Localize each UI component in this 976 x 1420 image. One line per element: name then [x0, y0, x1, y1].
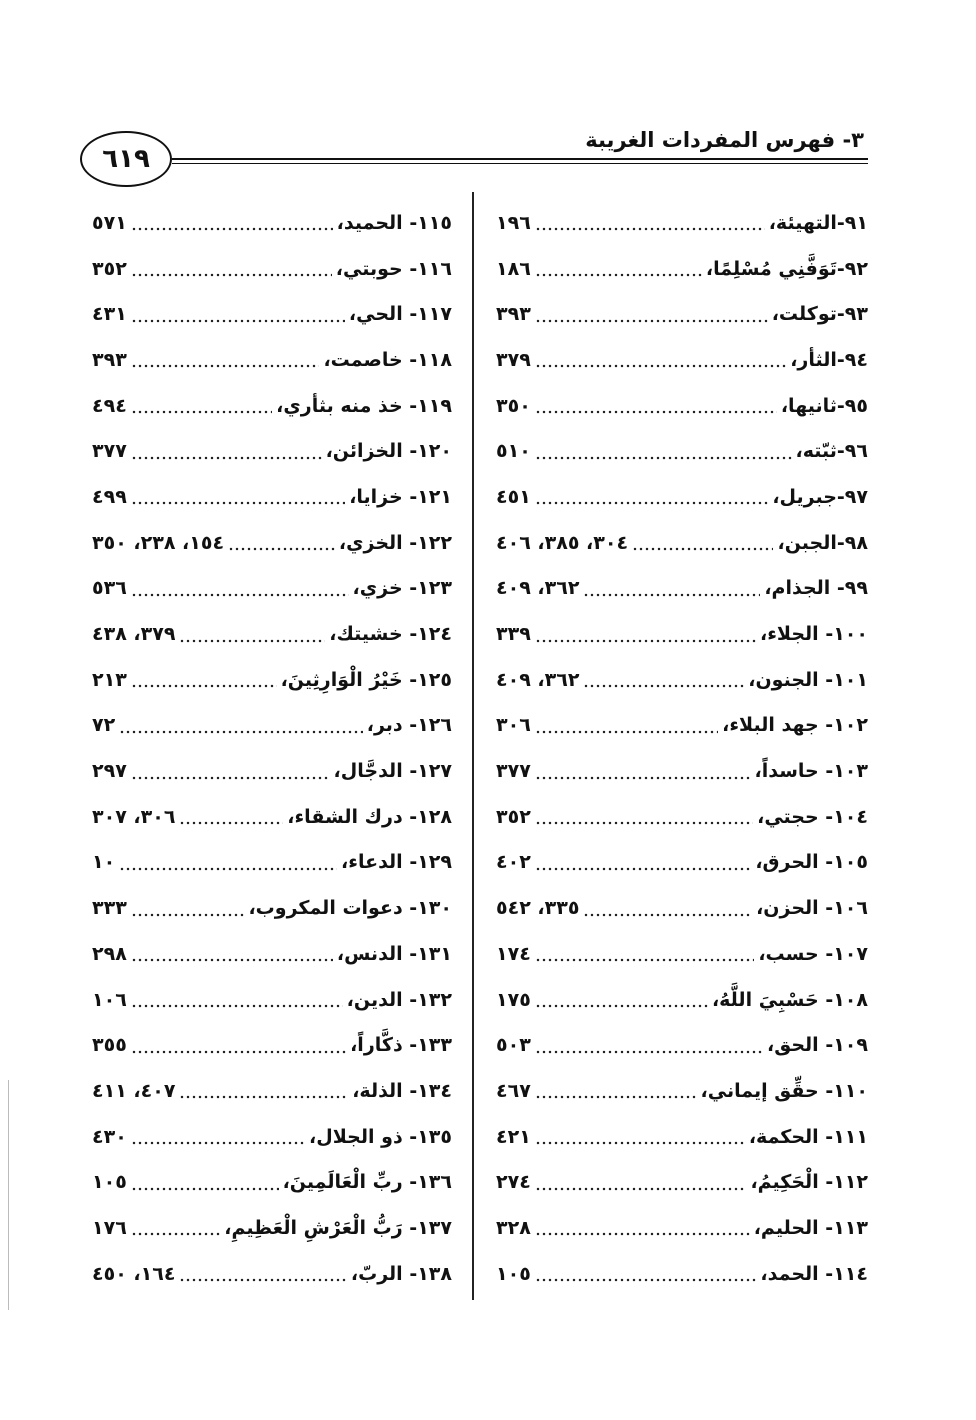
- index-entry: [496, 885, 868, 931]
- dot-leader: [535, 1036, 763, 1055]
- index-entry: [496, 748, 868, 794]
- entry-page-numbers: ٣٠٦، ٣٠٧: [92, 805, 176, 828]
- entry-page-numbers: ٤٣٠: [92, 1125, 127, 1148]
- index-entry: [92, 1205, 452, 1251]
- entry-page-numbers: ٤٩٤: [92, 394, 127, 417]
- index-entry: [92, 291, 452, 337]
- dot-leader: [131, 762, 330, 781]
- dot-leader: [119, 716, 363, 735]
- entry-term: ١٠٧- حسب،: [758, 942, 868, 965]
- index-entry: [92, 1251, 452, 1297]
- entry-page-numbers: ٣٦٢، ٤٠٩: [496, 668, 580, 691]
- dot-leader: [131, 1127, 305, 1146]
- entry-page-numbers: ٤٩٩: [92, 485, 127, 508]
- dot-leader: [535, 1173, 747, 1192]
- entry-term: ١٠١- الجنون،: [748, 668, 868, 691]
- entry-page-numbers: ١٠: [92, 851, 116, 874]
- entry-page-numbers: ٣٥٢: [92, 257, 127, 280]
- entry-page-numbers: ٥١٠: [496, 440, 531, 463]
- entry-term: ١٠٤- حجتي،: [757, 805, 868, 828]
- entry-page-numbers: ٣٧٧: [496, 760, 531, 783]
- entry-page-numbers: ١٨٦: [496, 257, 531, 280]
- index-entry: [496, 566, 868, 612]
- header-rule-thin: [172, 163, 868, 164]
- index-entry: [496, 1159, 868, 1205]
- dot-leader: [131, 899, 245, 918]
- index-entry: [92, 566, 452, 612]
- dot-leader: [179, 625, 325, 644]
- dot-leader: [131, 1218, 220, 1237]
- header-rule: [172, 158, 868, 160]
- index-entry: [496, 474, 868, 520]
- dot-leader: [535, 213, 765, 232]
- dot-leader: [131, 442, 322, 461]
- dot-leader: [535, 625, 756, 644]
- index-entry: [92, 1114, 452, 1160]
- entry-term: ١٢٧- الدجَّال،: [333, 760, 452, 783]
- entry-page-numbers: ٣٩٣: [496, 303, 531, 326]
- entry-page-numbers: ١٠٥: [92, 1171, 127, 1194]
- margin-mark: [8, 1080, 9, 1310]
- entry-term: ١٢٠- الخزائن،: [325, 440, 452, 463]
- dot-leader: [535, 1081, 697, 1100]
- entry-page-numbers: ٣٣٥، ٥٤٢: [496, 897, 580, 920]
- dot-leader: [179, 807, 283, 826]
- dot-leader: [535, 487, 769, 506]
- entry-term: ١٢٢- الخزي،: [338, 531, 452, 554]
- index-entry: [92, 1068, 452, 1114]
- entry-page-numbers: ٢٧٤: [496, 1171, 531, 1194]
- entry-term: ١٣٦- ربِّ الْعَالَمِينَ،: [282, 1171, 452, 1194]
- entry-page-numbers: ٤٣١: [92, 303, 127, 326]
- entry-page-numbers: ٣٧٩: [496, 348, 531, 371]
- entry-term: ١١٠- حقِّق إيماني،: [700, 1079, 868, 1102]
- index-entry: [496, 1251, 868, 1297]
- entry-page-numbers: ١٠٦: [92, 988, 127, 1011]
- entry-term: ١١٢- الْحَكِيمُ،: [750, 1171, 868, 1194]
- entry-page-numbers: ٤٥١: [496, 485, 531, 508]
- index-entry: [92, 611, 452, 657]
- index-entry: [92, 657, 452, 703]
- entry-page-numbers: ١٠٥: [496, 1262, 531, 1285]
- index-entry: [92, 1022, 452, 1068]
- entry-page-numbers: ١٧٤: [496, 942, 531, 965]
- index-entry: [92, 1159, 452, 1205]
- entry-page-numbers: ٣٣٩: [496, 623, 531, 646]
- entry-term: ١٣٥- ذو الجلال،: [309, 1125, 452, 1148]
- entry-term: ١٢٩- الدعاء،: [341, 851, 452, 874]
- index-entry: [496, 1022, 868, 1068]
- index-entry: [496, 977, 868, 1023]
- entry-page-numbers: ٣٥٢: [496, 805, 531, 828]
- dot-leader: [131, 213, 333, 232]
- entry-page-numbers: ٢١٣: [92, 668, 127, 691]
- index-entry: [92, 977, 452, 1023]
- dot-leader: [228, 533, 335, 552]
- entry-page-numbers: ٢٩٨: [92, 942, 127, 965]
- index-entry: [92, 428, 452, 474]
- entry-term: ١١٩- خذ منه بثأري،: [276, 394, 452, 417]
- entry-term: ٩١-التهيئة،: [768, 211, 868, 234]
- dot-leader: [632, 533, 773, 552]
- dot-leader: [535, 1127, 745, 1146]
- page-number: ٦١٩: [102, 144, 150, 174]
- entry-page-numbers: ٧٢: [92, 714, 116, 737]
- dot-leader: [535, 259, 702, 278]
- dot-leader: [131, 1173, 279, 1192]
- entry-page-numbers: ١٦٤، ٤٥٠: [92, 1262, 176, 1285]
- entry-term: ٩٢-تَوَفَّنِي مُسْلِمًا،: [705, 257, 868, 280]
- entry-term: ١١٣- الحليم،: [753, 1216, 868, 1239]
- index-column-left: [92, 200, 452, 1297]
- dot-leader: [583, 579, 760, 598]
- entry-term: ١٣٣- ذكَّاراً،: [350, 1034, 452, 1057]
- entry-term: ٩٦-ثبّته،: [795, 440, 868, 463]
- dot-leader: [131, 396, 272, 415]
- entry-page-numbers: ٣٠٦: [496, 714, 531, 737]
- entry-page-numbers: ٣٧٩، ٤٣٨: [92, 623, 176, 646]
- entry-term: ١٣٨- الربّ،: [350, 1262, 452, 1285]
- dot-leader: [535, 716, 718, 735]
- entry-term: ١٣٠- دعوات المكروب،: [248, 897, 452, 920]
- index-entry: [92, 337, 452, 383]
- entry-term: ١٠٢- جهد البلاء،: [722, 714, 868, 737]
- entry-term: ١١٨- خاصمت،: [323, 348, 452, 371]
- page-number-badge: [80, 131, 172, 187]
- dot-leader: [535, 1264, 757, 1283]
- entry-term: ٩٤-الثأر،: [790, 348, 868, 371]
- entry-page-numbers: ٤٠٢: [496, 851, 531, 874]
- dot-leader: [119, 853, 337, 872]
- entry-term: ١٢٨- درك الشقاء،: [287, 805, 452, 828]
- index-entry: [92, 931, 452, 977]
- entry-term: ١١٦- حوبتي،: [335, 257, 452, 280]
- dot-leader: [131, 305, 345, 324]
- dot-leader: [131, 487, 345, 506]
- dot-leader: [179, 1081, 348, 1100]
- entry-term: ٩٣-توكلت،: [771, 303, 868, 326]
- index-entry: [496, 794, 868, 840]
- index-entry: [92, 703, 452, 749]
- entry-term: ١٣٧- رَبُّ الْعَرْشِ الْعَظِيمِ،: [224, 1216, 452, 1239]
- dot-leader: [131, 670, 277, 689]
- entry-term: ١٠٠- الجلاء،: [760, 623, 868, 646]
- index-entry: [496, 200, 868, 246]
- entry-term: ١١١- الحكمة،: [748, 1125, 868, 1148]
- entry-term: ١٠٩- الحق،: [767, 1034, 868, 1057]
- entry-term: ١٣٢- الدين،: [346, 988, 452, 1011]
- entry-page-numbers: ٣٣٣: [92, 897, 127, 920]
- entry-term: ١٢١- خزايا،: [349, 485, 452, 508]
- index-entry: [92, 840, 452, 886]
- entry-term: ١٣٤- الذلة،: [352, 1079, 452, 1102]
- dot-leader: [535, 396, 777, 415]
- index-entry: [92, 885, 452, 931]
- entry-term: ١٢٦- دبر،: [366, 714, 452, 737]
- dot-leader: [131, 990, 343, 1009]
- index-entry: [92, 794, 452, 840]
- index-column-right: [496, 200, 868, 1297]
- entry-page-numbers: ١٧٥: [496, 988, 531, 1011]
- dot-leader: [131, 944, 333, 963]
- dot-leader: [131, 259, 332, 278]
- dot-leader: [535, 944, 755, 963]
- index-entry: [496, 246, 868, 292]
- entry-page-numbers: ٣٠٤، ٣٨٥، ٤٠٦: [496, 531, 629, 554]
- entry-term: ١٠٨- حَسْبِيَ اللَّهُ،: [711, 988, 868, 1011]
- index-entry: [496, 1114, 868, 1160]
- dot-leader: [131, 1036, 346, 1055]
- index-entry: [496, 611, 868, 657]
- entry-term: ١٢٤- خشيتك،: [329, 623, 452, 646]
- index-entry: [92, 383, 452, 429]
- entry-page-numbers: ٣٥٠: [496, 394, 531, 417]
- index-entry: [496, 337, 868, 383]
- dot-leader: [535, 853, 752, 872]
- dot-leader: [535, 305, 768, 324]
- entry-page-numbers: ٤٢١: [496, 1125, 531, 1148]
- entry-page-numbers: ٥٣٦: [92, 577, 127, 600]
- dot-leader: [535, 762, 751, 781]
- index-entry: [92, 200, 452, 246]
- dot-leader: [131, 350, 320, 369]
- entry-page-numbers: ١٥٤، ٢٣٨، ٣٥٠: [92, 531, 225, 554]
- page-title: ٣- فهرس المفردات الغريبة: [585, 128, 864, 152]
- index-entry: [496, 520, 868, 566]
- index-entry: [496, 1205, 868, 1251]
- entry-term: ١٣١- الدنس،: [336, 942, 452, 965]
- entry-page-numbers: ٥٠٣: [496, 1034, 531, 1057]
- dot-leader: [583, 899, 752, 918]
- index-entry: [92, 748, 452, 794]
- dot-leader: [583, 670, 744, 689]
- entry-page-numbers: ٤٠٧، ٤١١: [92, 1079, 176, 1102]
- index-entry: [496, 291, 868, 337]
- dot-leader: [131, 579, 349, 598]
- entry-term: ٩٧-جبريل،: [772, 485, 868, 508]
- entry-page-numbers: ٥٧١: [92, 211, 127, 234]
- entry-page-numbers: ١٩٦: [496, 211, 531, 234]
- index-entry: [496, 428, 868, 474]
- dot-leader: [535, 990, 708, 1009]
- entry-term: ١١٤- الحمد،: [760, 1262, 868, 1285]
- dot-leader: [535, 350, 786, 369]
- dot-leader: [179, 1264, 346, 1283]
- index-entry: [92, 474, 452, 520]
- index-entry: [496, 931, 868, 977]
- index-entry: [496, 703, 868, 749]
- dot-leader: [535, 442, 792, 461]
- entry-page-numbers: ٣٦٢، ٤٠٩: [496, 577, 580, 600]
- entry-term: ١٠٦- الحزن،: [756, 897, 868, 920]
- entry-page-numbers: ٣٢٨: [496, 1216, 531, 1239]
- entry-term: ٩٩- الجذام،: [764, 577, 868, 600]
- entry-term: ٩٨-الجبن،: [777, 531, 868, 554]
- index-entry: [496, 1068, 868, 1114]
- entry-page-numbers: ٣٥٥: [92, 1034, 127, 1057]
- entry-term: ٩٥-ثانيها،: [780, 394, 868, 417]
- entry-page-numbers: ٢٩٧: [92, 760, 127, 783]
- index-entry: [496, 383, 868, 429]
- index-entry: [92, 246, 452, 292]
- column-divider: [472, 192, 474, 1300]
- entry-term: ١٢٥- خَيْرُ الْوَارِثِينَ،: [280, 668, 452, 691]
- entry-page-numbers: ٣٧٧: [92, 440, 127, 463]
- entry-term: ١٢٣- خزي،: [352, 577, 452, 600]
- index-entry: [496, 840, 868, 886]
- entry-term: ١١٧- الحي،: [348, 303, 452, 326]
- index-entry: [496, 657, 868, 703]
- dot-leader: [535, 807, 753, 826]
- index-entry: [92, 520, 452, 566]
- entry-term: ١٠٣- حاسداً،: [754, 760, 868, 783]
- entry-page-numbers: ٤٦٧: [496, 1079, 531, 1102]
- entry-term: ١٠٥- الحرق،: [755, 851, 868, 874]
- entry-term: ١١٥- الحميد،: [336, 211, 452, 234]
- entry-page-numbers: ١٧٦: [92, 1216, 127, 1239]
- dot-leader: [535, 1218, 750, 1237]
- entry-page-numbers: ٣٩٣: [92, 348, 127, 371]
